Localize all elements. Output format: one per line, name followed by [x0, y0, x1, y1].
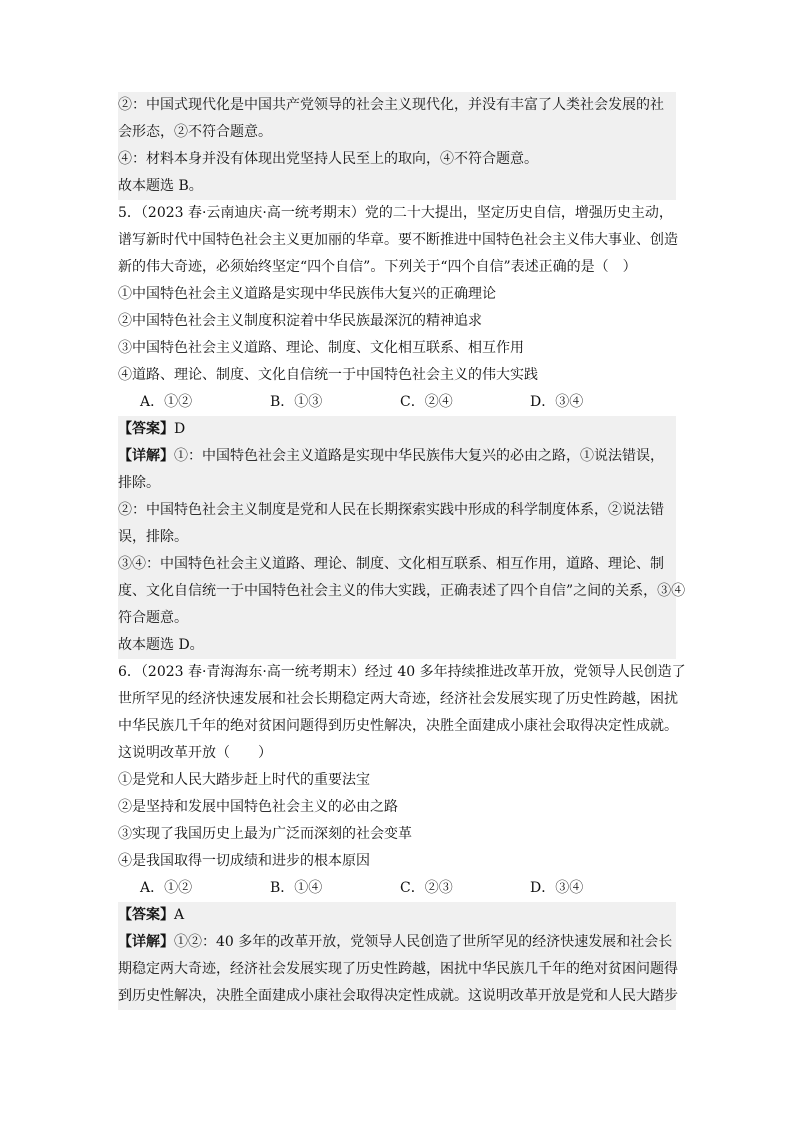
q6-option-d: D．③④ [530, 880, 584, 896]
q6-option-a: A．①② [140, 880, 193, 896]
q5-item: ④道路、理论、制度、文化自信统一于中国特色社会主义的伟大实践 [118, 367, 538, 383]
prev-explanation-line: ②：中国式现代化是中国共产党领导的社会主义现代化，并没有丰富了人类社会发展的社 [118, 92, 676, 119]
q5-option-b: B．①③ [270, 394, 323, 410]
q6-item: ②是坚持和发展中国特色社会主义的必由之路 [118, 799, 398, 815]
q5-stem-line: 新的伟大奇迹，必须始终坚定“四个自信”。下列关于“四个自信”表述正确的是（ ） [118, 259, 637, 275]
q6-answer [118, 902, 676, 929]
q6-detail-line: 【详解】①②：40 多年的改革开放，党领导人民创造了世所罕见的经济快速发展和社会长 [118, 929, 676, 956]
prev-explanation-line: ④：材料本身并没有体现出党坚持人民至上的取向，④不符合题意。 [118, 146, 676, 173]
q5-detail-line: ③④：中国特色社会主义道路、理论、制度、文化相互联系、相互作用，道路、理论、制 [118, 551, 676, 578]
q6-stem-line: 中华民族几千年的绝对贫困问题得到历史性解决，决胜全面建成小康社会取得决定性成就。 [118, 718, 678, 734]
q5-detail-line: ②：中国特色社会主义制度是党和人民在长期探索实践中形成的科学制度体系，②说法错 [118, 497, 676, 524]
q5-detail-line: 排除。 [118, 470, 676, 497]
q5-answer [118, 416, 676, 443]
q6-options [118, 875, 676, 902]
q5-detail-line: 【详解】①：中国特色社会主义道路是实现中华民族伟大复兴的必由之路，①说法错误， [118, 443, 676, 470]
q6-stem-line: 世所罕见的经济快速发展和社会长期稳定两大奇迹，经济社会发展实现了历史性跨越，困扰 [118, 691, 678, 707]
q6-detail-line: 到历史性解决，决胜全面建成小康社会取得决定性成就。这说明改革开放是党和人民大踏步 [118, 983, 676, 1010]
q6-stem-line: 这说明改革开放（ ） [118, 745, 272, 761]
q5-conclusion: 故本题选 D。 [118, 632, 676, 659]
answer-value: A [174, 907, 185, 923]
q5-options [118, 389, 676, 416]
q6-option-b: B．①④ [270, 880, 323, 896]
detail-label: 【详解】 [118, 934, 174, 950]
q5-item: ③中国特色社会主义道路、理论、制度、文化相互联系、相互作用 [118, 340, 524, 356]
q6-item: ①是党和人民大踏步赶上时代的重要法宝 [118, 772, 370, 788]
document-page [118, 92, 686, 1010]
q5-detail-line: 度、文化自信统一于中国特色社会主义的伟大实践，正确表述了四个自信”之间的关系，③④ [118, 578, 676, 605]
prev-conclusion: 故本题选 B。 [118, 173, 676, 200]
answer-label: 【答案】 [118, 421, 174, 437]
q5-stem-line: 5．（2023 春·云南迪庆·高一统考期末）党的二十大提出，坚定历史自信，增强历史主动， [118, 205, 673, 221]
q5-option-d: D．③④ [530, 394, 584, 410]
answer-label: 【答案】 [118, 907, 174, 923]
q5-option-c: C．②④ [400, 394, 453, 410]
q6-option-c: C．②③ [400, 880, 453, 896]
q5-stem-line: 谱写新时代中国特色社会主义更加丽的华章。要不断推进中国特色社会主义伟大事业、创造 [118, 232, 678, 248]
q6-stem-line: 6．（2023 春·青海海东·高一统考期末）经过 40 多年持续推进改革开放，党领导人民创造了 [118, 664, 686, 680]
q6-detail-line: 期稳定两大奇迹，经济社会发展实现了历史性跨越，困扰中华民族几千年的绝对贫困问题得 [118, 956, 676, 983]
q5-item: ②中国特色社会主义制度积淀着中华民族最深沉的精神追求 [118, 313, 482, 329]
q6-item: ③实现了我国历史上最为广泛而深刻的社会变革 [118, 826, 412, 842]
q5-detail-line: 误，排除。 [118, 524, 676, 551]
prev-explanation-line: 会形态，②不符合题意。 [118, 119, 676, 146]
q6-item: ④是我国取得一切成绩和进步的根本原因 [118, 853, 370, 869]
q5-item: ①中国特色社会主义道路是实现中华民族伟大复兴的正确理论 [118, 286, 496, 302]
answer-value: D [174, 421, 186, 437]
q5-detail-line: 符合题意。 [118, 605, 676, 632]
detail-label: 【详解】 [118, 448, 174, 464]
q5-option-a: A．①② [140, 394, 193, 410]
